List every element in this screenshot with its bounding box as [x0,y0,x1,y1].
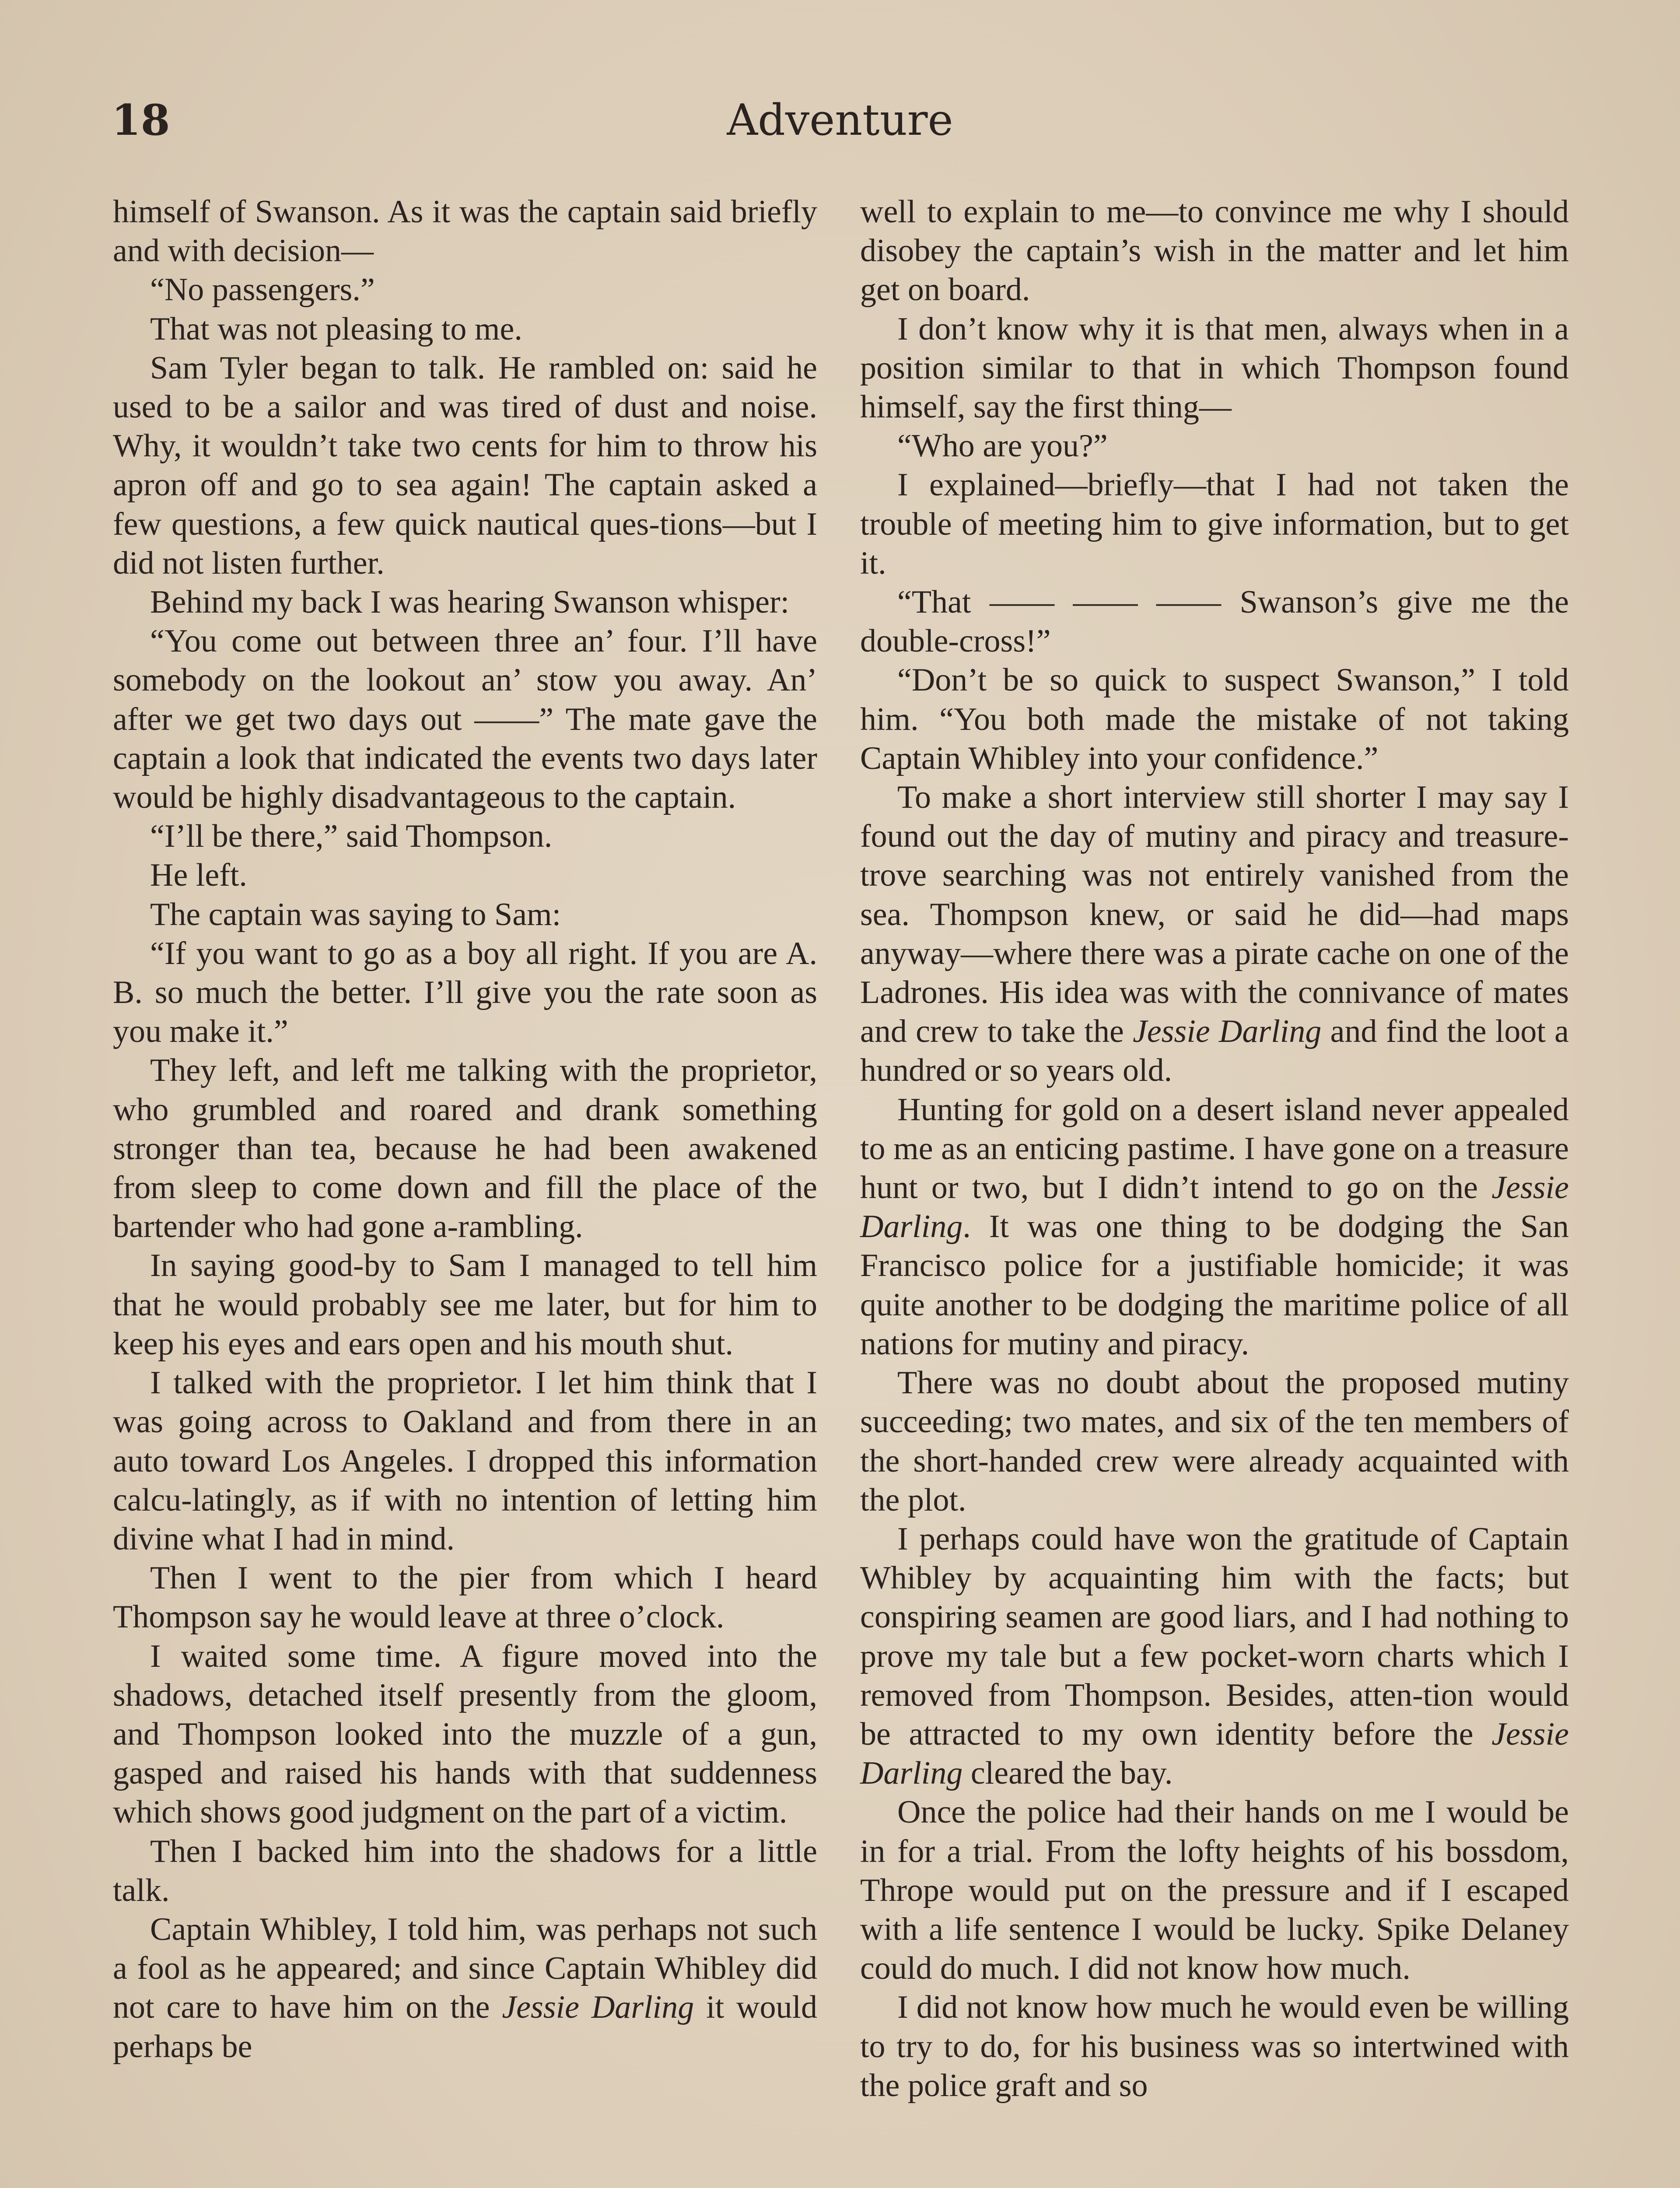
paragraph: The captain was saying to Sam: [150,896,561,933]
ship-name: Jessie Darling [860,1170,1569,1245]
paragraph: “You come out between three an’ four. I’ll have somebody on the lookout an’ stow you away. An’ after we get two days out ——” The mate gave the captain a look that indicated the events two days later would be highly disadvantageous to the captain. [113,623,817,816]
paragraph: Captain Whibley, I told him, was perhaps not such a fool as he appeared; and since Captain Whibley did not care to have him on the Jessie Darling it would perhaps be [113,1911,818,2065]
right-text-column [860,193,1569,2105]
paragraph: Then I backed him into the shadows for a little talk. [113,1833,817,1908]
paragraph: Then I went to the pier from which I heard Thompson say he would leave at three o’clock. [113,1560,817,1635]
paragraph: Hunting for gold on a desert island never appealed to me as an enticing pastime. I have gone on a treasure hunt or two, but I didn’t intend to go on the Jessie Darling. It was one thing to be dodging the San Francisco police for a justifiable homicide; it was quite another to be dodging the maritime police of all nations for mutiny and piracy. [860,1091,1569,1362]
paragraph: He left. [150,857,247,894]
paragraph: I perhaps could have won the gratitude of Captain Whibley by acquainting him with the facts; but conspiring seamen are good liars, and I had nothing to prove my tale but a few pocket-worn charts which I removed from Thompson. Besides, atten-tion would be attracted to my own identity before the Jessie Darling cleared the bay. [860,1521,1569,1792]
paragraph: Once the police had their hands on me I would be in for a trial. From the lofty heights of his bossdom, Thrope would put on the pressure and if I escaped with a life sentence I would be lucky. Spike Delaney could do much. I did not know how much. [860,1794,1569,1987]
paragraph: “No passengers.” [150,272,375,308]
paragraph: “I’ll be there,” said Thompson. [150,818,553,855]
ship-name: Jessie Darling [860,1716,1569,1792]
left-text-column [113,193,817,2066]
paragraph: To make a short interview still shorter I may say I found out the day of mutiny and piracy and treasure-trove searching was not entirely vanished from the sea. Thompson knew, or said he did—had maps anyway—where there was a pirate cache on one of the Ladrones. His idea was with the connivance of mates and crew to take the Jessie Darling and find the loot a hundred or so years old. [860,779,1569,1089]
paragraph: “That —— —— —— Swanson’s give me the double-cross!” [860,584,1569,659]
paragraph: Sam Tyler began to talk. He rambled on: said he used to be a sailor and was tired of dust and noise. Why, it wouldn’t take two cents for him to throw his apron off and go to sea again! The captain asked a few questions, a few quick nautical ques-tions—but I did not listen further. [113,350,817,581]
paragraph: I did not know how much he would even be willing to try to do, for his business was so intertwined with the police graft and so [860,1989,1569,2104]
paragraph: In saying good-by to Sam I managed to tell him that he would probably see me later, but for him to keep his eyes and ears open and his mouth shut. [113,1248,817,1362]
paragraph: I don’t know why it is that men, always when in a position similar to that in which Thompson found himself, say the first thing— [860,311,1569,425]
page-number: 18 [112,95,170,145]
paragraph: I waited some time. A figure moved into the shadows, detached itself presently from the gloom, and Thompson looked into the muzzle of a gun, gasped and raised his hands with that suddenness which shows good judgment on the part of a victim. [113,1638,817,1830]
paragraph: “Don’t be so quick to suspect Swanson,” I told him. “You both made the mistake of not taking Captain Whibley into your confidence.” [860,662,1569,776]
paragraph: “If you want to go as a boy all right. If you are A. B. so much the better. I’ll give you the rate soon as you make it.” [113,935,817,1050]
paragraph: Behind my back I was hearing Swanson whisper: [150,584,790,621]
paragraph: They left, and left me talking with the proprietor, who grumbled and roared and drank something stronger than tea, because he had been awakened from sleep to come down and fill the place of the bartender who had gone a-rambling. [113,1052,817,1245]
page-header [0,92,1680,149]
ship-name: Jessie Darling [502,1989,694,2026]
paragraph: That was not pleasing to me. [150,311,522,347]
paragraph: I explained—briefly—that I had not taken the trouble of meeting him to give information, but to get it. [860,467,1569,581]
paragraph: well to explain to me—to convince me why I should disobey the captain’s wish in the matter and let him get on board. [860,194,1569,308]
paragraph: There was no doubt about the proposed mutiny succeeding; two mates, and six of the ten members of the short-handed crew were already acquainted with the plot. [860,1365,1569,1518]
running-title: Adventure [727,95,953,145]
ship-name: Jessie Darling [1133,1013,1322,1050]
paragraph: “Who are you?” [897,428,1108,464]
paragraph: I talked with the proprietor. I let him think that I was going across to Oakland and from there in an auto toward Los Angeles. I dropped this information calcu-latingly, as if with no intention of letting him divine what I had in mind. [113,1365,817,1557]
paragraph: himself of Swanson. As it was the captain said briefly and with decision— [113,194,817,269]
